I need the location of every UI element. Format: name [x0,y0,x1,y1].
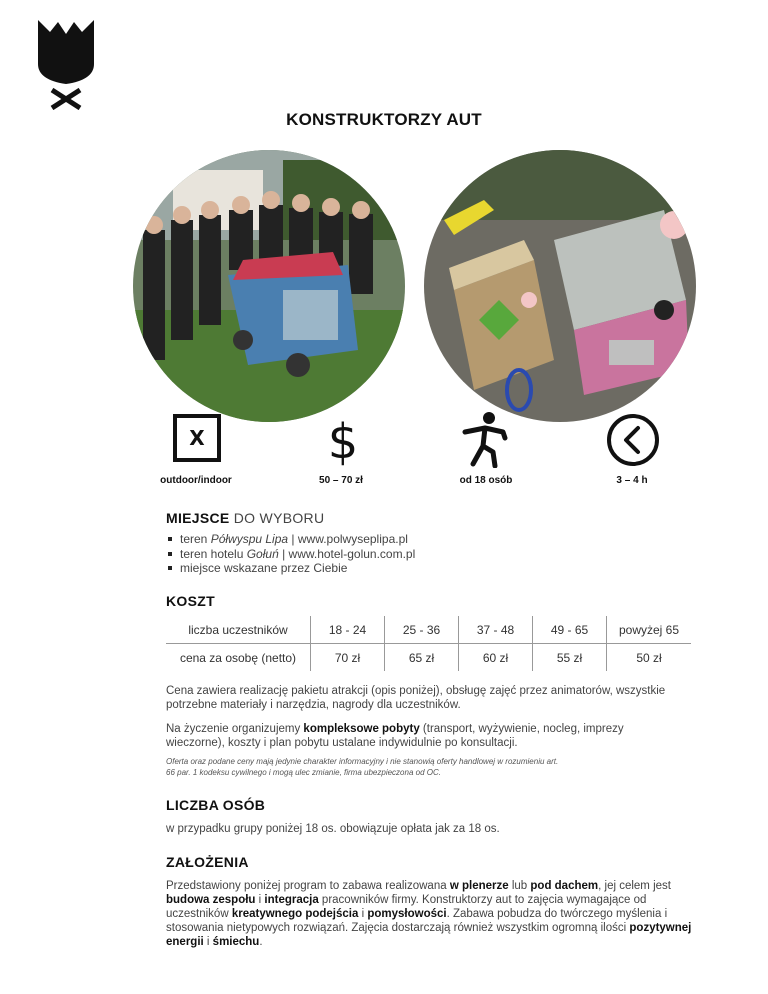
emphasis-text: pozytywnej energii [166,922,692,948]
section-heading-cost: KOSZT [166,593,215,609]
svg-text:X: X [189,426,205,450]
table-cell: 49 - 65 [533,616,607,644]
body-text: , jej celem jest [598,880,671,892]
dollar-icon [303,412,383,472]
photo-team-with-car [133,150,405,422]
list-item: teren hotelu Gołuń | www.hotel-golun.com.pl [166,547,415,562]
people-note: w przypadku grupy poniżej 18 os. obowiązuje opłata jak za 18 os. [166,823,500,835]
table-cell: 37 - 48 [459,616,533,644]
cost-note: Cena zawiera realizację pakietu atrakcji (opis poniżej), obsługę zajęć przez animatorów, wszystkie potrzebne materiały i narzędzia, nagrody dla uczestników. [166,685,666,711]
list-item: teren Półwyspu Lipa | www.polwyseplipa.pl [166,532,415,547]
body-text: i [255,894,265,906]
emphasis-text: w plenerze [449,880,509,892]
feature-label: 3 – 4 h [616,475,648,486]
person-walking-icon [447,410,527,470]
emphasis-text: integracja [264,894,319,906]
table-cell: powyżej 65 [607,616,692,644]
packages-note: Na życzenie organizujemy kompleksowe pobyty (transport, wyżywienie, nocleg, imprezy wieczorne), koszty i plan pobytu ustalane indywidulnie po konsultacji. [166,723,624,749]
table-cell: 55 zł [533,644,607,672]
body-text: . [259,936,263,948]
chevron-circle-icon [593,412,673,472]
body-text: i [358,908,368,920]
price-table [166,616,691,671]
list-item: miejsce wskazane przez Ciebie [166,561,415,576]
feature-label: od 18 osób [459,475,513,486]
x-box-icon [157,412,237,472]
emphasis-text: budowa zespołu [166,894,256,906]
table-cell: 70 zł [311,644,385,672]
feature-label: outdoor/indoor [160,475,232,486]
assumptions-text [166,879,696,949]
disclaimer: Oferta oraz podane ceny mają jedynie charakter informacyjny i nie stanowią oferty handlowej w rozumieniu art. 66 par. 1 kodeksu cywilnego i mogą ulec zmianie, firma ubezpieczona od OC. [166,757,559,777]
body-text: . Zabawa pobudza do twórczego myślenia i stosowania nietypowych rozwiązań. Zajęcia dostarczają również wszystkim ogromną ilości [166,908,668,934]
body-text: pracowników firmy. Konstruktorzy aut to zajęcia wymagające od uczestników [166,894,647,920]
table-cell: 25 - 36 [385,616,459,644]
location-list [166,532,415,576]
body-text: Przedstawiony poniżej program to zabawa realizowana [166,880,450,892]
feature-label: 50 – 70 zł [319,475,363,486]
photo-cardboard-cars [424,150,696,422]
body-text: i [203,936,213,948]
emphasis-text: śmiechu [212,936,260,948]
table-cell: 60 zł [459,644,533,672]
logo [36,18,96,110]
emphasis-text: pod dachem [530,880,599,892]
svg-text:$: $ [327,414,359,468]
section-heading-location: MIEJSCE DO WYBORU [166,510,325,526]
table-cell: 18 - 24 [311,616,385,644]
table-row [166,644,691,672]
table-cell: 50 zł [607,644,692,672]
emphasis-text: pomysłowości [367,908,447,920]
table-cell: liczba uczestników [166,616,311,644]
body-text: lub [508,880,531,892]
section-heading-people: LICZBA OSÓB [166,797,266,813]
table-cell: cena za osobę (netto) [179,650,297,665]
table-row [166,616,691,644]
section-heading-assumptions: ZAŁOŻENIA [166,854,249,870]
emphasis-text: kreatywnego podejścia [231,908,359,920]
table-cell: 65 zł [385,644,459,672]
page-title: KONSTRUKTORZY AUT [286,110,482,129]
